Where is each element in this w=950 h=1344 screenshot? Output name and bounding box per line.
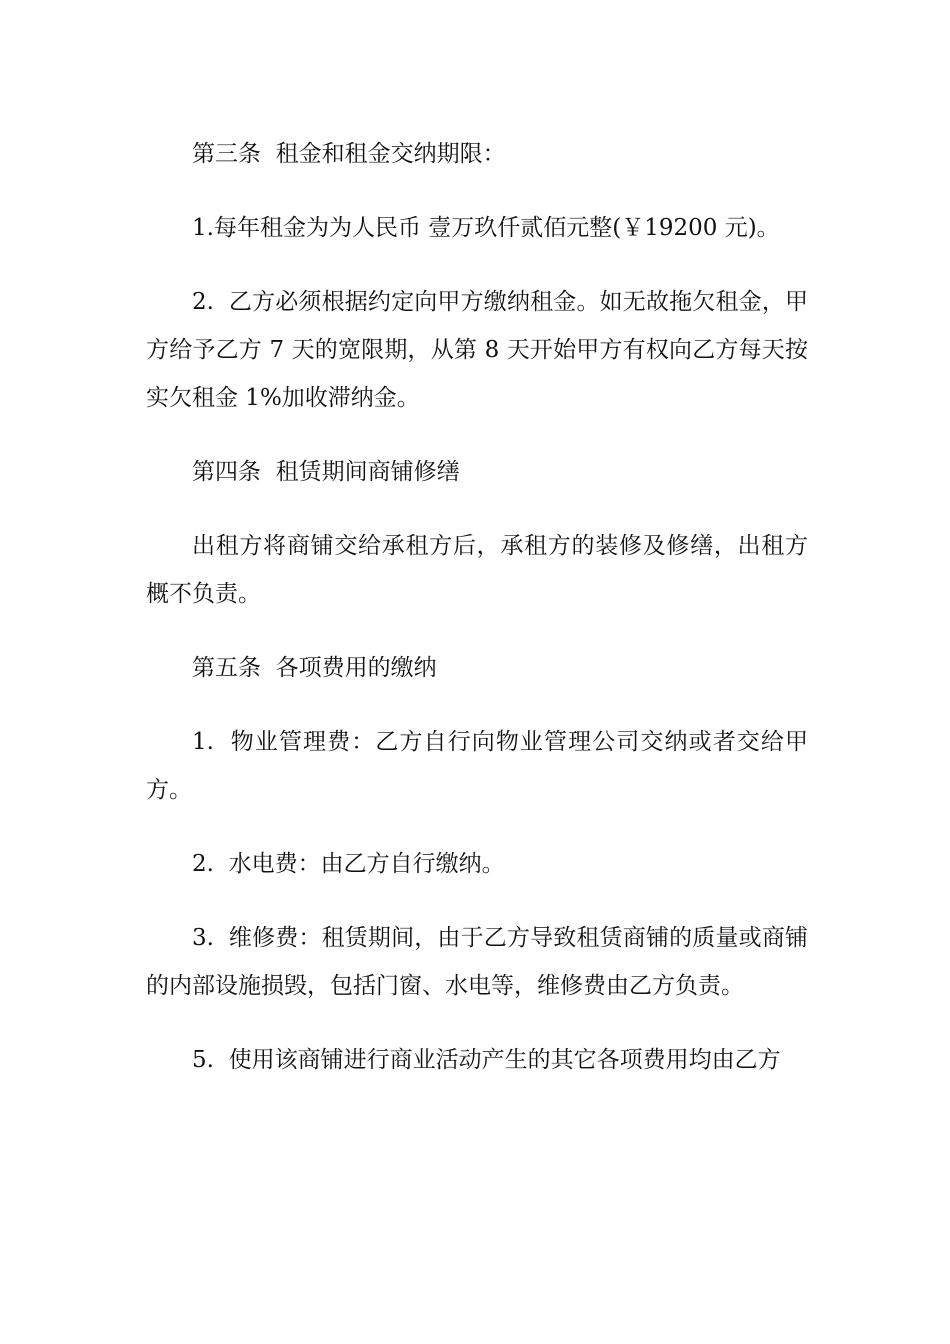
clause-3-item-2: 2. 乙方必须根据约定向甲方缴纳租金。如无故拖欠租金，甲方给予乙方 7 天的宽限期，从第 8 天开始甲方有权向乙方每天按实欠租金 1%加收滞纳金。: [146, 289, 808, 411]
clause-heading-4: 第四条 租赁期间商铺修缮: [192, 459, 460, 485]
clause-5-item-5: 5. 使用该商铺进行商业活动产生的其它各项费用均由乙方: [192, 1047, 781, 1073]
clause-5-item-1: 1. 物业管理费：乙方自行向物业管理公司交纳或者交给甲方。: [146, 729, 808, 803]
clause-3-item-1: 1.每年租金为为人民币 壹万玖仟贰佰元整(￥19200 元)。: [192, 215, 780, 241]
clause-5-item-2: 2. 水电费：由乙方自行缴纳。: [192, 851, 505, 877]
clause-heading-5: 第五条 各项费用的缴纳: [192, 655, 437, 681]
clause-heading-3: 第三条 租金和租金交纳期限：: [192, 141, 506, 167]
clause-4-body: 出租方将商铺交给承租方后，承租方的装修及修缮，出租方概不负责。: [146, 533, 808, 607]
document-body: [146, 130, 808, 1110]
clause-5-item-3: 3. 维修费：租赁期间，由于乙方导致租赁商铺的质量或商铺的内部设施损毁，包括门窗、水电等，维修费由乙方负责。: [146, 925, 808, 999]
